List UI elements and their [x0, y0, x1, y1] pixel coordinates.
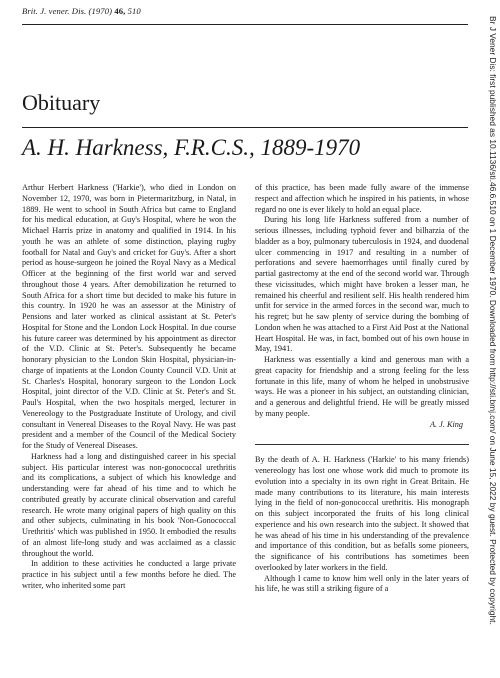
- download-watermark: Br J Vener Dis: first published as 10.1136/sti.46.6.510 on 1 December 1970. Downloaded from http://sti.bmj.com/ on June 15, 2022 by guest. Protected by copyright.: [488, 16, 498, 625]
- paragraph: of this practice, has been made fully aware of the immense respect and affection which he inspired in his patients, in whose regard no one is ever likely to hold an equal place.: [255, 183, 469, 214]
- paragraph: Arthur Herbert Harkness ('Harkie'), who died in London on November 12, 1970, was born in Pietermaritzburg, in Natal, in 1889. He went to school in South Africa but came to England for his medical education, at Guy's Hospital, where he won the Michael Harris prize in anatomy and qualified in 1914. In his youth he was an athlete of some distinction, playing rugby football for Natal and Guy's and cricket for Guy's. After a short period as house-surgeon he joined the Royal Navy as a Medical Officer at the beginning of the first world war and served throughout those 4 years. After demobilization he returned to South Africa for a short time but decided to make his future in this country. In 1920 he was an assessor at the Ministry of Pensions and later worked as clinical assistant at St. Peter's Hospital for Stone and the London Lock Hospital. In due course his future career was determined by his appointment as director of the V.D. Clinic at St. Peter's. Subsequently he became honorary physician to the London Skin Hospital, physician-in-charge of inpatients at the London County Council V.D. Unit at St. Charles's Hospital, honorary surgeon to the London Lock Hospital, joint director of the V.D. Clinic at St. Peter's and St. Paul's Hospital, when the two hospitals merged, lecturer in Venereology to the Postgraduate Institute of Urology, and civil consultant in Venereal Diseases to the Royal Navy. He was past president and a member of the Council of the Medical Society for the Study of Venereal Diseases.: [22, 183, 236, 450]
- section-title: Obituary: [22, 90, 101, 115]
- title-rule: [22, 127, 468, 128]
- header-rule: [22, 24, 468, 25]
- journal-year: (1970): [88, 6, 113, 16]
- journal-volume: 46,: [114, 6, 126, 16]
- right-column: [255, 183, 469, 595]
- article-title: A. H. Harkness, F.R.C.S., 1889-1970: [22, 135, 361, 160]
- paragraph: Harkness was essentially a kind and generous man with a great capacity for friendship and a strong feeling for the less fortunate in this life, many of whom he helped in unobstrusive ways. He was a pioneer in his subject, an outstanding clinician, and a generous and delightful friend. He will be greatly missed by many people.: [255, 355, 469, 418]
- running-head: [22, 6, 141, 16]
- paragraph: By the death of A. H. Harkness ('Harkie' to his many friends) venereology has lost one whose work did much to promote its evolution into a specialty in its own right in Great Britain. He made many contributions to its literature, his main interests lying in the field of non-gonococcal urethritis. His monograph on this subject incorporated the fruits of his long clinical experience and his own research into the subject. It showed that he was ahead of his time in his understanding of the prevalence and importance of this condition, but as befalls some pioneers, the significance of his contributions has sometimes been overlooked by later workers in the field.: [255, 455, 469, 572]
- author-signature: A. J. King: [430, 419, 463, 429]
- left-column: [22, 183, 236, 592]
- section-divider: [255, 444, 469, 445]
- journal-page: 510: [127, 6, 141, 16]
- paragraph: In addition to these activities he conducted a large private practice in his subject until a few months before he died. The writer, who inherited some part: [22, 559, 236, 590]
- paragraph: Although I came to know him well only in the later years of his life, he was still a striking figure of a: [255, 573, 469, 594]
- journal-name: Brit. J. vener. Dis.: [22, 6, 87, 16]
- paragraph: Harkness had a long and distinguished career in his special subject. His particular interest was non-gonococcal urethritis and its complications, a subject of which his knowledge and understanding were far ahead of his time and to which he contributed greatly by accurate clinical observation and careful research. He wrote many original papers of high quality on this and other subjects, culminating in his book 'Non-Gonococcal Urethritis' which was published in 1950. It embodied the results of an almost life-long study and was acclaimed as a classic throughout the world.: [22, 451, 236, 558]
- paragraph: During his long life Harkness suffered from a number of serious illnesses, including typhoid fever and bilharzia of the bladder as a boy, pulmonary tuberculosis in 1924, and duodenal ulcer commencing in 1917 and resulting in a number of perforations and severe haemorrhages until finally cured by partial gastrectomy at the end of the second world war. Through these vicissitudes, which might have broken a lesser man, he remained his cheerful and resilient self. His health rendered him unfit for service in the armed forces in the second war, much to his regret; but he saw plenty of service during the bombing of London when he was attached to a First Aid Post at the National Heart Hospital. He was, in fact, bombed out of his own house in May, 1941.: [255, 215, 469, 354]
